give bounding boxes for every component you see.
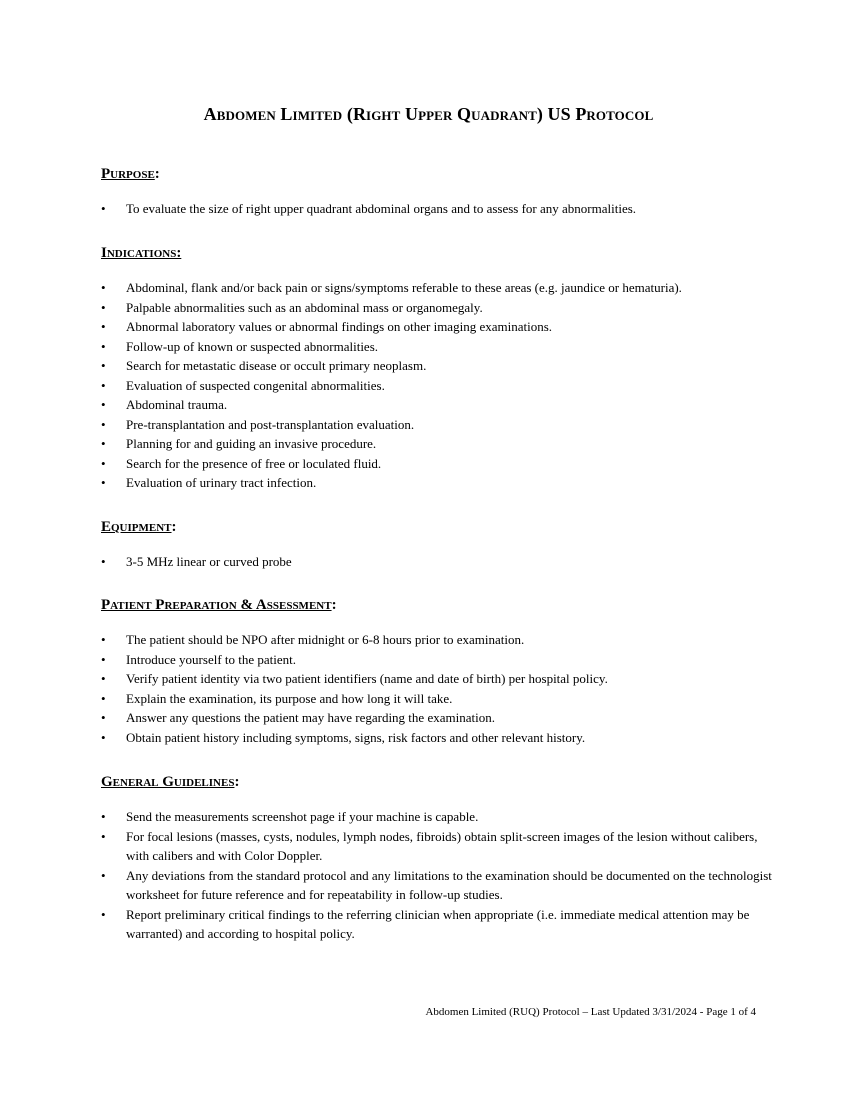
list-item bbox=[101, 807, 781, 827]
list-item bbox=[101, 552, 781, 572]
bullet-icon: • bbox=[101, 475, 106, 490]
section-heading-text: Indications: bbox=[101, 245, 182, 261]
section-heading-text: General Guidelines bbox=[101, 774, 235, 790]
list-item bbox=[101, 866, 781, 905]
list-item-text: Abdominal, flank and/or back pain or signs/symptoms referable to these areas (e.g. jaundice or hematuria). bbox=[126, 280, 682, 295]
bullet-icon: • bbox=[101, 436, 106, 451]
section-equipment bbox=[101, 517, 781, 572]
bullet-icon: • bbox=[101, 280, 106, 295]
list-item bbox=[101, 298, 781, 318]
section-heading-suffix: : bbox=[234, 774, 240, 790]
list-item-text: To evaluate the size of right upper quadrant abdominal organs and to assess for any abnormalities. bbox=[126, 201, 637, 216]
section-purpose bbox=[101, 164, 781, 219]
section-heading-indications bbox=[101, 243, 781, 263]
list-item-text: Report preliminary critical findings to the referring clinician when appropriate (i.e. immediate medical attention may be warranted) and according to hospital policy. bbox=[126, 906, 750, 941]
list-item-text: Introduce yourself to the patient. bbox=[126, 651, 297, 667]
bullet-icon: • bbox=[101, 358, 106, 373]
list-item bbox=[101, 630, 781, 650]
list-item-text: Abnormal laboratory values or abnormal findings on other imaging examinations. bbox=[126, 319, 553, 334]
list-item-text: Search for the presence of free or loculated fluid. bbox=[126, 455, 382, 471]
list-item-text: Pre-transplantation and post-transplantation evaluation. bbox=[126, 416, 415, 432]
list-item bbox=[101, 905, 781, 944]
page-footer: Abdomen Limited (RUQ) Protocol – Last Updated 3/31/2024 - Page 1 of 4 bbox=[425, 1006, 756, 1018]
bullet-icon: • bbox=[101, 397, 106, 412]
list-item-text: Palpable abnormalities such as an abdominal mass or organomegaly. bbox=[126, 299, 483, 315]
list-item-text: Search for metastatic disease or occult primary neoplasm. bbox=[126, 358, 427, 373]
list-item-text: Obtain patient history including symptoms, signs, risk factors and other relevant history. bbox=[126, 729, 586, 745]
list-item-text: Evaluation of suspected congenital abnormalities. bbox=[126, 377, 385, 393]
list-item bbox=[101, 708, 781, 728]
bullet-icon: • bbox=[101, 455, 106, 471]
list-item bbox=[101, 434, 781, 454]
list-item-text: 3-5 MHz linear or curved probe bbox=[126, 554, 292, 569]
list-item bbox=[101, 728, 781, 748]
list-item-text: Explain the examination, its purpose and how long it will take. bbox=[126, 690, 453, 706]
section-heading-general-guidelines bbox=[101, 772, 781, 792]
bullet-list bbox=[101, 199, 781, 219]
list-item-text: Any deviations from the standard protocol and any limitations to the examination should be documented on the technologist worksheet for future reference and for repeatability in follow-up studies. bbox=[126, 867, 772, 902]
section-heading-suffix: : bbox=[154, 166, 160, 182]
bullet-icon: • bbox=[101, 651, 106, 667]
bullet-icon: • bbox=[101, 828, 106, 844]
list-item bbox=[101, 278, 781, 298]
list-item-text: The patient should be NPO after midnight or 6-8 hours prior to examination. bbox=[126, 632, 525, 647]
section-heading-suffix: : bbox=[331, 597, 337, 613]
section-heading-suffix: : bbox=[171, 519, 177, 535]
list-item bbox=[101, 454, 781, 474]
list-item-text: For focal lesions (masses, cysts, nodules, lymph nodes, fibroids) obtain split-screen images of the lesion without calibers, with calibers and with Color Doppler. bbox=[126, 828, 758, 863]
bullet-list bbox=[101, 552, 781, 572]
bullet-list bbox=[101, 278, 781, 493]
section-heading-text: Purpose bbox=[101, 166, 155, 182]
bullet-icon: • bbox=[101, 338, 106, 354]
bullet-icon: • bbox=[101, 377, 106, 393]
section-heading-text: Patient Preparation & Assessment bbox=[101, 597, 332, 613]
list-item bbox=[101, 317, 781, 337]
section-heading-text: Equipment bbox=[101, 519, 172, 535]
list-item bbox=[101, 376, 781, 396]
list-item bbox=[101, 395, 781, 415]
bullet-icon: • bbox=[101, 671, 106, 686]
list-item bbox=[101, 650, 781, 670]
list-item bbox=[101, 827, 781, 866]
list-item-text: Answer any questions the patient may have regarding the examination. bbox=[126, 710, 495, 725]
list-item-text: Planning for and guiding an invasive procedure. bbox=[126, 436, 377, 451]
document-title: Abdomen Limited (Right Upper Quadrant) US Protocol bbox=[203, 104, 654, 124]
section-heading-patient-preparation bbox=[101, 595, 781, 615]
list-item bbox=[101, 356, 781, 376]
bullet-list bbox=[101, 630, 781, 747]
list-item bbox=[101, 689, 781, 709]
bullet-icon: • bbox=[101, 690, 106, 706]
bullet-icon: • bbox=[101, 809, 106, 824]
section-heading-purpose bbox=[101, 164, 781, 184]
list-item-text: Abdominal trauma. bbox=[126, 397, 228, 412]
list-item bbox=[101, 415, 781, 435]
list-item-text: Follow-up of known or suspected abnormalities. bbox=[126, 338, 379, 354]
bullet-icon: • bbox=[101, 906, 106, 922]
list-item-text: Verify patient identity via two patient identifiers (name and date of birth) per hospital policy. bbox=[126, 671, 608, 686]
list-item-text: Send the measurements screenshot page if your machine is capable. bbox=[126, 809, 479, 824]
bullet-icon: • bbox=[101, 632, 106, 647]
list-item bbox=[101, 337, 781, 357]
list-item bbox=[101, 669, 781, 689]
bullet-list bbox=[101, 807, 781, 944]
bullet-icon: • bbox=[101, 416, 106, 432]
list-item-text: Evaluation of urinary tract infection. bbox=[126, 475, 317, 490]
bullet-icon: • bbox=[101, 201, 106, 216]
bullet-icon: • bbox=[101, 729, 106, 745]
bullet-icon: • bbox=[101, 554, 106, 569]
bullet-icon: • bbox=[101, 299, 106, 315]
bullet-icon: • bbox=[101, 319, 106, 334]
list-item bbox=[101, 473, 781, 493]
section-heading-equipment bbox=[101, 517, 781, 537]
section-general-guidelines bbox=[101, 772, 781, 944]
bullet-icon: • bbox=[101, 867, 106, 883]
bullet-icon: • bbox=[101, 710, 106, 725]
list-item bbox=[101, 199, 781, 219]
section-patient-preparation bbox=[101, 595, 781, 747]
section-indications bbox=[101, 243, 781, 493]
